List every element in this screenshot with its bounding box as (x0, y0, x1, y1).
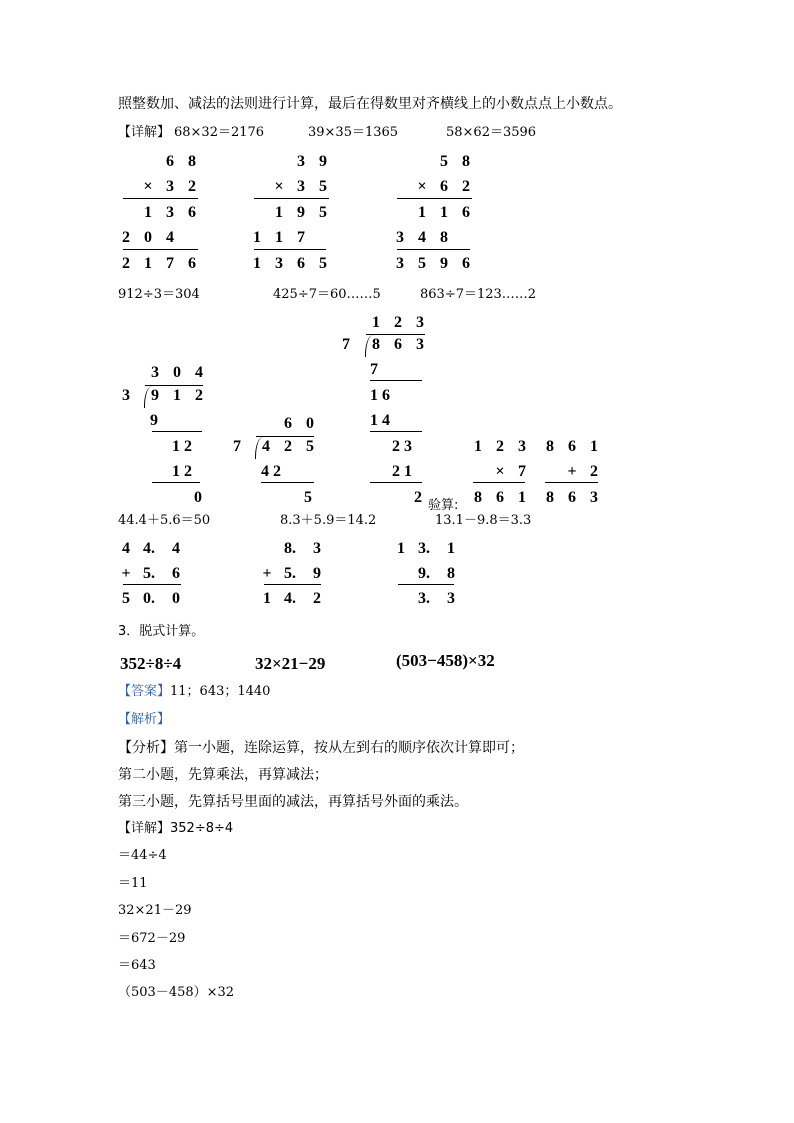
divider-line (152, 431, 202, 432)
divider-line (545, 482, 598, 483)
detail-line-6: ＝643 (118, 958, 156, 973)
equation-8.3plus5.9: 8.3＋5.9＝14.2 (280, 513, 377, 528)
detail-line-4: 32×21－29 (118, 903, 192, 918)
equation-44.4plus5.6: 44.4＋5.6＝50 (118, 513, 211, 528)
check-label: 验算: (428, 498, 459, 513)
divider-line (264, 584, 321, 585)
equation-39x35: 39×35＝1365 (308, 125, 399, 140)
detail-line-7: （503－458）×32 (118, 985, 235, 1000)
equation-68x32: 68×32＝2176 (174, 125, 265, 140)
detail-label: 【详解】 (118, 125, 171, 140)
divider-line (397, 249, 470, 250)
divider-line (254, 198, 329, 199)
divider-line (123, 249, 198, 250)
answer-label: 【答案】 (118, 684, 171, 699)
equation-58x62: 58×62＝3596 (446, 125, 537, 140)
divider-line (370, 482, 422, 483)
divider-line (370, 380, 422, 381)
detail-line-5: ＝672－29 (118, 931, 186, 946)
divider-line (254, 249, 326, 250)
equation-425div7: 425÷7＝60……5 (273, 287, 381, 302)
analysis-line-1: 【分析】第一小题，连除运算，按从左到右的顺序依次计算即可； (118, 740, 524, 756)
divider-line (261, 482, 314, 483)
expression-1: 352÷8÷4 (120, 654, 182, 673)
equation-912div3: 912÷3＝304 (118, 287, 200, 302)
analysis-line-3: 第三小题，先算括号里面的减法，再算括号外面的乘法。 (118, 794, 468, 810)
divider-line (370, 431, 422, 432)
expression-2: 32×21−29 (255, 654, 326, 673)
divider-line (473, 482, 525, 483)
divider-line (398, 584, 454, 585)
answer-text: 11；643；1440 (170, 684, 271, 699)
division-bar (256, 436, 314, 437)
detail-line-1: 【详解】352÷8÷4 (118, 821, 234, 836)
detail-line-2: ＝44÷4 (118, 848, 167, 863)
analysis-label: 【解析】 (118, 712, 171, 727)
division-bar (366, 334, 425, 335)
equation-13.1minus9.8: 13.1－9.8＝3.3 (435, 513, 532, 528)
divider-line (123, 198, 198, 199)
question-3-title: 3．脱式计算。 (118, 624, 205, 639)
expression-3: (503−458)×32 (396, 651, 495, 670)
divider-line (152, 482, 200, 483)
intro-line: 照整数加、减法的法则进行计算，最后在得数里对齐横线上的小数点点上小数点。 (118, 96, 622, 112)
equation-863div7: 863÷7＝123……2 (420, 287, 537, 302)
divider-line (123, 584, 181, 585)
detail-line-3: ＝11 (118, 876, 148, 891)
analysis-line-2: 第二小题，先算乘法，再算减法； (118, 767, 328, 783)
division-bar (145, 385, 203, 386)
divider-line (397, 198, 472, 199)
